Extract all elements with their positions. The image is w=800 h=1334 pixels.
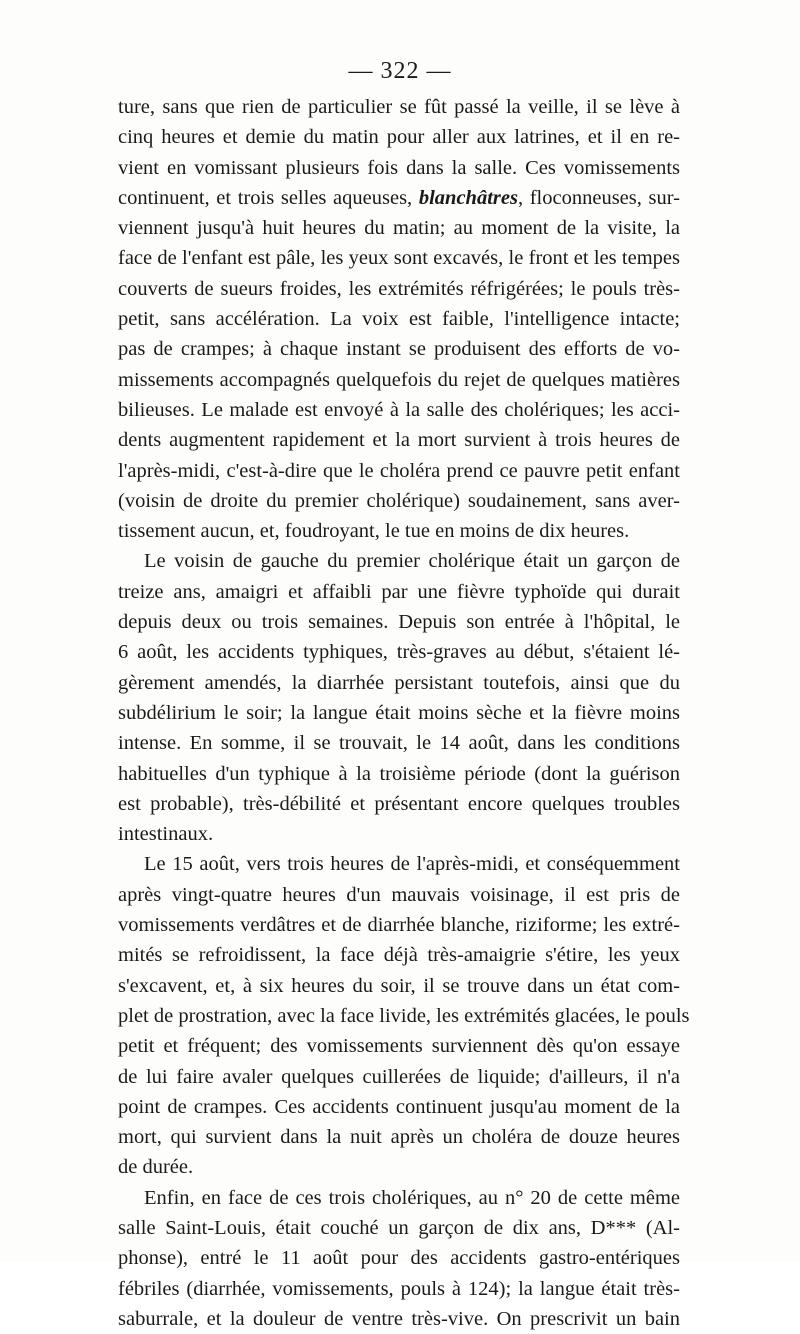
text-line: habituelles d'un typhique à la troisième période (dont la guérison xyxy=(118,762,680,785)
text-line: salle Saint-Louis, était couché un garçon de dix ans, D*** (Al- xyxy=(118,1216,680,1239)
text-line: bilieuses. Le malade est envoyé à la salle des cholériques; les acci- xyxy=(118,398,680,421)
text-line: intestinaux. xyxy=(118,823,214,846)
text-line: Le voisin de gauche du premier cholérique était un garçon de xyxy=(144,550,680,573)
text-line: 6 août, les accidents typhiques, très-graves au début, s'étaient lé- xyxy=(118,641,680,664)
text-line: couverts de sueurs froides, les extrémités réfrigérées; le pouls très- xyxy=(118,277,680,300)
text-line: dents augmentent rapidement et la mort survient à trois heures de xyxy=(118,429,680,452)
text-line: depuis deux ou trois semaines. Depuis son entrée à l'hôpital, le xyxy=(118,611,680,634)
text-line: Enfin, en face de ces trois cholériques, au n° 20 de cette même xyxy=(144,1186,680,1209)
text-line: ture, sans que rien de particulier se fût passé la veille, il se lève à xyxy=(118,96,680,118)
page-number: — 322 — xyxy=(348,58,452,84)
body-text xyxy=(118,92,690,1334)
text-line: est probable), très-débilité et présentant encore quelques troubles xyxy=(118,792,680,815)
text-line: missements accompagnés quelquefois du rejet de quelques matières xyxy=(118,368,680,391)
text-line: cinq heures et demie du matin pour aller aux latrines, et il en re- xyxy=(118,126,680,149)
text-line: de durée. xyxy=(118,1156,194,1179)
text-line: vient en vomissant plusieurs fois dans la salle. Ces vomissements xyxy=(118,156,680,179)
emphasis: blanchâtres xyxy=(418,186,518,209)
text-line: point de crampes. Ces accidents continuent jusqu'au moment de la xyxy=(118,1095,680,1118)
text-line: petit, sans accélération. La voix est faible, l'intelligence intacte; xyxy=(118,308,680,331)
text-line: gèrement amendés, la diarrhée persistant toutefois, ainsi que du xyxy=(118,671,680,694)
text-line: plet de prostration, avec la face livide, les extrémités glacées, le pouls xyxy=(118,1004,690,1027)
text-line: après vingt-quatre heures d'un mauvais voisinage, il est pris de xyxy=(118,883,680,906)
text-line: petit et fréquent; des vomissements surviennent dès qu'on essaye xyxy=(118,1035,680,1058)
text-line: pas de crampes; à chaque instant se produisent des efforts de vo- xyxy=(118,338,680,361)
text-line: s'excavent, et, à six heures du soir, il se trouve dans un état com- xyxy=(118,974,680,997)
text-line: l'après-midi, c'est-à-dire que le choléra prend ce pauvre petit enfant xyxy=(118,459,680,482)
text-line: mités se refroidissent, la face déjà très-amaigrie s'étire, les yeux xyxy=(118,944,680,967)
text-line: mort, qui survient dans la nuit après un choléra de douze heures xyxy=(118,1126,680,1149)
text-line: fébriles (diarrhée, vomissements, pouls à 124); la langue était très- xyxy=(118,1277,680,1300)
text-line: vomissements verdâtres et de diarrhée blanche, riziforme; les extré- xyxy=(118,914,680,937)
text-line: subdélirium le soir; la langue était moins sèche et la fièvre moins xyxy=(118,701,680,724)
text-line: Le 15 août, vers trois heures de l'après-midi, et conséquemment xyxy=(144,853,680,876)
text-line: face de l'enfant est pâle, les yeux sont excavés, le front et les tempes xyxy=(118,247,680,270)
text-line: viennent jusqu'à huit heures du matin; au moment de la visite, la xyxy=(118,217,680,240)
text-line: intense. En somme, il se trouvait, le 14 août, dans les conditions xyxy=(118,732,680,755)
text-line: treize ans, amaigri et affaibli par une fièvre typhoïde qui durait xyxy=(118,580,680,603)
text-line: tissement aucun, et, foudroyant, le tue en moins de dix heures. xyxy=(118,520,630,543)
text-line: continuent, et trois selles aqueuses, blanchâtres, floconneuses, sur- xyxy=(118,186,681,209)
text-line: (voisin de droite du premier cholérique) soudainement, sans aver- xyxy=(118,489,680,512)
text-line: de lui faire avaler quelques cuillerées de liquide; d'ailleurs, il n'a xyxy=(118,1065,680,1088)
text-line: saburrale, et la douleur de ventre très-vive. On prescrivit un bain xyxy=(118,1307,680,1330)
text-line: phonse), entré le 11 août pour des accidents gastro-entériques xyxy=(118,1247,680,1270)
